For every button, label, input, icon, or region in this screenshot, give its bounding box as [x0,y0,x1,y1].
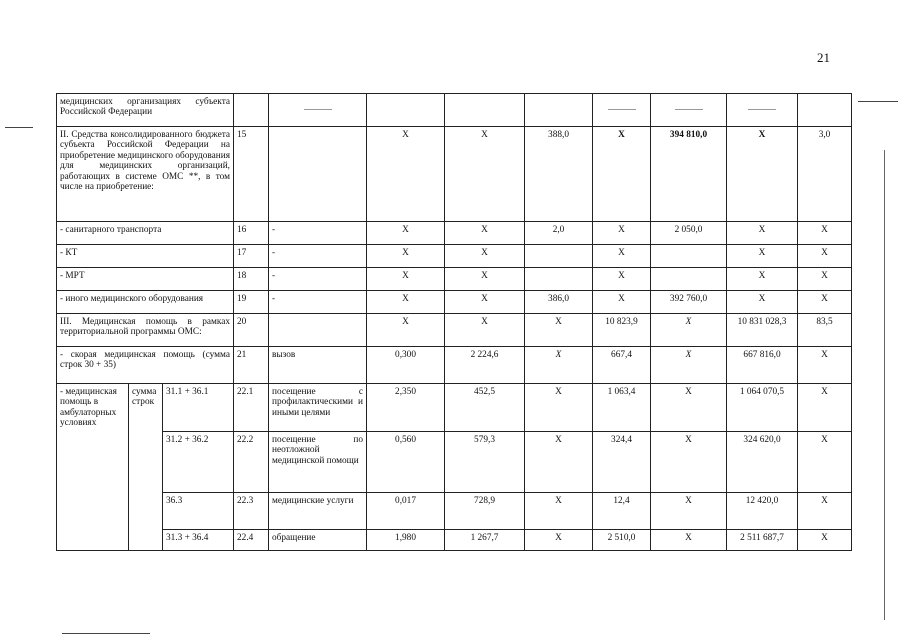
cell: 667,4 [593,347,651,384]
cell: Х [727,127,798,222]
cell: Х [651,432,727,493]
cell: Х [445,291,525,314]
cell: Х [367,245,445,268]
cell: 0,017 [367,493,445,530]
row-name: - санитарного транспорта [57,222,234,245]
table-row [57,245,852,268]
cell: 1 064 070,5 [727,384,798,432]
cell: 386,0 [525,291,593,314]
cell: 392 760,0 [651,291,727,314]
cell: Х [525,347,593,384]
cell: Х [651,530,727,551]
cell: 10 823,9 [593,314,651,347]
row-unit: посещение по неотложной медицинской помощи [269,432,367,493]
cell: Х [727,245,798,268]
cell: 2,0 [525,222,593,245]
row-num: 15 [234,127,269,222]
cell: Х [593,245,651,268]
sum-label: сумма строк [129,384,163,551]
row-name: III. Медицинская помощь в рамках территориальной программы ОМС: [57,314,234,347]
cell: 667 816,0 [727,347,798,384]
row-num: 18 [234,268,269,291]
cell: Х [445,314,525,347]
row-num: 19 [234,291,269,314]
cell: Х [593,268,651,291]
cell: Х [651,347,727,384]
cell: Х [445,127,525,222]
cell: Х [367,268,445,291]
row-name: - медицинская помощь в амбулаторных условиях [57,384,129,551]
row-name: - иного медицинского оборудования [57,291,234,314]
cell: Х [798,245,852,268]
table-row [57,222,852,245]
cell: Х [525,530,593,551]
row-name: медицинских организациях субъекта Российской Федерации [57,94,234,127]
cell: 394 810,0 [651,127,727,222]
cell [367,94,445,127]
cell: Х [727,291,798,314]
scan-mark-right-edge [884,150,885,620]
cell: 324,4 [593,432,651,493]
footnote-rule [62,633,150,634]
row-lines: 31.3 + 36.4 [163,530,234,551]
cell: Х [367,127,445,222]
cell: Х [525,493,593,530]
row-num: 22.2 [234,432,269,493]
cell: 728,9 [445,493,525,530]
cell: Х [367,222,445,245]
cell: 0,560 [367,432,445,493]
row-lines: 31.2 + 36.2 [163,432,234,493]
cell [525,268,593,291]
cell: 2 224,6 [445,347,525,384]
cell: 2 510,0 [593,530,651,551]
row-unit: - [269,222,367,245]
cell: 83,5 [798,314,852,347]
row-unit [269,127,367,222]
cell [798,94,852,127]
cell: 12,4 [593,493,651,530]
cell: Х [798,222,852,245]
cell: 324 620,0 [727,432,798,493]
row-num: 16 [234,222,269,245]
cell: 10 831 028,3 [727,314,798,347]
row-num [234,94,269,127]
cell: Х [445,268,525,291]
cell: 388,0 [525,127,593,222]
table-row [57,94,852,127]
cell: 0,300 [367,347,445,384]
row-name: - КТ [57,245,234,268]
row-num: 22.1 [234,384,269,432]
cell: Х [525,384,593,432]
table-row [57,384,852,432]
row-num: 20 [234,314,269,347]
row-unit: вызов [269,347,367,384]
table-row [57,493,852,530]
cell [651,245,727,268]
cell [651,268,727,291]
row-unit: обращение [269,530,367,551]
cell [525,94,593,127]
table-row [57,268,852,291]
row-num: 22.4 [234,530,269,551]
row-unit [269,94,367,127]
cell: Х [651,384,727,432]
cell: Х [525,314,593,347]
cell: Х [367,291,445,314]
cell: Х [727,222,798,245]
cell: 2,350 [367,384,445,432]
cell: Х [651,493,727,530]
row-unit [269,314,367,347]
row-unit: посещение с профилактическими и иными целями [269,384,367,432]
cell: Х [593,222,651,245]
table-row [57,127,852,222]
scan-mark-left [5,127,33,128]
row-lines: 36.3 [163,493,234,530]
row-name: - скорая медицинская помощь (сумма строк 30 + 35) [57,347,234,384]
row-unit: - [269,245,367,268]
table-row [57,432,852,493]
page-number: 21 [817,50,830,65]
table-row [57,291,852,314]
cell: 2 511 687,7 [727,530,798,551]
cell: Х [798,291,852,314]
cell: 452,5 [445,384,525,432]
cell: 2 050,0 [651,222,727,245]
cell: Х [798,347,852,384]
cell: Х [651,314,727,347]
cell: Х [798,530,852,551]
cell: Х [798,493,852,530]
cell [525,245,593,268]
cell: Х [367,314,445,347]
data-table [56,93,852,551]
cell: Х [798,268,852,291]
cell: Х [445,222,525,245]
cell: 12 420,0 [727,493,798,530]
cell: Х [445,245,525,268]
row-name: - МРТ [57,268,234,291]
cell [445,94,525,127]
row-num: 22.3 [234,493,269,530]
row-unit: - [269,291,367,314]
cell [727,94,798,127]
row-num: 21 [234,347,269,384]
cell: 3,0 [798,127,852,222]
cell: Х [593,291,651,314]
cell [651,94,727,127]
cell: 579,3 [445,432,525,493]
table-row [57,314,852,347]
cell: Х [727,268,798,291]
row-name: II. Средства консолидированного бюджета субъекта Российской Федерации на приобретение медицинского оборудования для медицинских организаций, работающих в системе ОМС **, в том числе на приобретение: [57,127,234,222]
row-lines: 31.1 + 36.1 [163,384,234,432]
row-unit: - [269,268,367,291]
cell: Х [593,127,651,222]
cell: Х [525,432,593,493]
cell: Х [798,384,852,432]
cell: Х [798,432,852,493]
cell: 1 063,4 [593,384,651,432]
table-row [57,347,852,384]
cell: 1,980 [367,530,445,551]
cell [593,94,651,127]
scan-mark-right [858,101,898,102]
row-num: 17 [234,245,269,268]
table-row [57,530,852,551]
cell: 1 267,7 [445,530,525,551]
row-unit: медицинские услуги [269,493,367,530]
